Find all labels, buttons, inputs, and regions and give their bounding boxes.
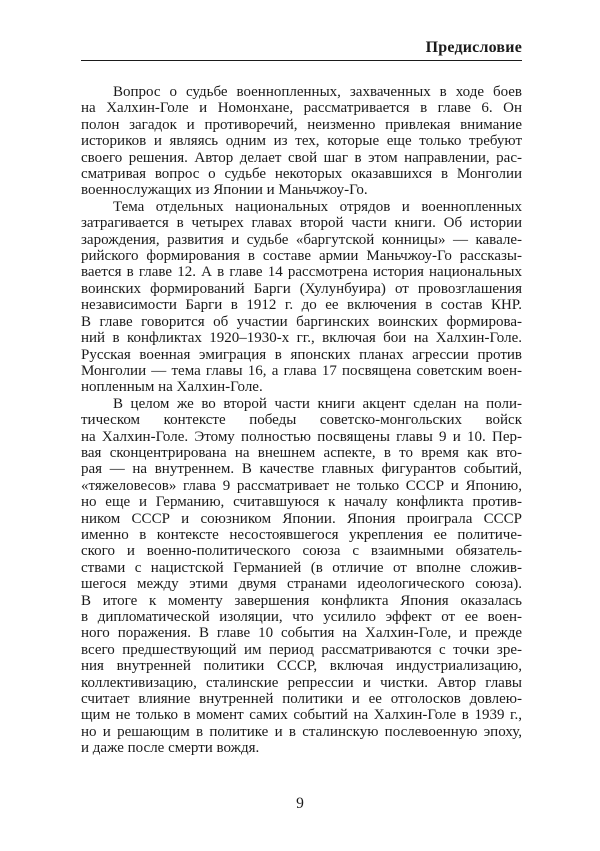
header-rule — [81, 60, 522, 61]
text-line: вается в главе 12. А в главе 14 рассмотрена история национальных — [81, 264, 522, 281]
text-line: Русская военная эмиграция в японских планах агрессии против — [81, 346, 522, 363]
text-line: воинских формирований Барги (Хулунбуира) от провозглашения — [81, 280, 522, 297]
paragraph — [81, 199, 522, 396]
text-line: в дипломатической изоляции, что усилило эффект от ее воен- — [81, 609, 522, 625]
text-line: рая — на внутреннем. В качестве главных фигурантов событий, — [81, 461, 522, 478]
text-line: ния внутренней политики СССР, включая индустриализацию, — [81, 658, 522, 675]
text-line: считает влияние внутренней политики и ее отголосков довлею- — [81, 691, 522, 708]
text-line: своего решения. Автор делает свой шаг в этом направлении, рас- — [81, 149, 522, 166]
text-line: полон загадок и противоречий, неизменно привлекая внимание — [81, 116, 522, 133]
paragraph — [81, 396, 522, 757]
text-line: коллективизацию, сталинские репрессии и чистки. Автор главы — [81, 674, 522, 691]
text-line: ствами с нацистской Германией (в отличие от вполне сложив- — [81, 559, 522, 576]
text-line: ного поражения. В главе 10 события на Халхин-Голе, и прежде — [81, 625, 522, 642]
page-number: 9 — [296, 795, 304, 812]
text-line: В целом же во второй части книги акцент сделан на поли- — [113, 395, 522, 412]
text-line: «тяжеловесов» глава 9 рассматривает не только СССР и Японию, — [81, 477, 522, 494]
text-line: В итоге к моменту завершения конфликта Япония оказалась — [81, 592, 522, 609]
text-line: Монголии — тема главы 16, а глава 17 посвящена советским воен- — [81, 362, 522, 379]
text-line: шегося между этими двумя странами идеологического союза). — [81, 576, 522, 593]
running-header — [81, 0, 522, 57]
text-line: но еще и Германию, считавшуюся к началу конфликта против- — [81, 494, 522, 511]
text-line: и даже после смерти вождя. — [81, 740, 260, 757]
text-line: затрагивается в четырех главах второй части книги. Об истории — [81, 215, 522, 232]
text-line: зарождения, развития и судьбе «баргутской конницы» — кавале- — [81, 231, 522, 248]
body-text — [81, 84, 522, 757]
text-line: ний в конфликтах 1920–1930-х гг., включая бои на Халхин-Голе. — [81, 330, 522, 347]
text-line: независимости Барги в 1912 г. до ее включения в состав КНР. — [81, 297, 522, 314]
text-line: историков и являясь одним из тех, которые еще только требуют — [81, 133, 522, 150]
text-line: тическом контексте победы советско-монгольских войск — [81, 412, 522, 429]
text-line: сматривая вопрос о судьбе некоторых оказавшихся в Монголии — [81, 166, 522, 183]
text-line: всего предшествующий им период рассматриваются с точки зре- — [81, 641, 522, 658]
text-line: щим не только в момент самих событий на Халхин-Голе в 1939 г., — [81, 707, 522, 724]
text-line: ского и военно-политического союза с взаимными обязатель- — [81, 543, 522, 560]
text-line: Вопрос о судьбе военнопленных, захваченных в ходе боев — [113, 84, 522, 100]
text-line: на Халхин-Голе. Этому полностью посвящены главы 9 и 10. Пер- — [81, 428, 522, 445]
paragraph — [81, 84, 522, 199]
text-line: на Халхин-Голе и Номонхане, рассматривается в главе 6. Он — [81, 100, 522, 117]
text-line: нопленным на Халхин-Голе. — [81, 379, 263, 396]
text-line: вая сконцентрирована на внешнем аспекте, в то время как вто- — [81, 444, 522, 461]
text-line: В главе говорится об участии баргинских воинских формирова- — [81, 313, 522, 330]
text-line: рийского формирования в составе армии Маньчжоу-Го рассказы- — [81, 248, 522, 265]
text-line: именно в контексте несостоявшегося укрепления ее политиче- — [81, 526, 522, 543]
running-header-text: Предисловие — [425, 39, 522, 56]
text-line: но и решающим в политике и в сталинскую послевоенную эпоху, — [81, 723, 522, 740]
text-line: ником СССР и союзником Японии. Япония проиграла СССР — [81, 510, 522, 527]
text-line: Тема отдельных национальных отрядов и военнопленных — [113, 198, 522, 215]
text-line: военнослужащих из Японии и Маньчжоу-Го. — [81, 182, 368, 199]
